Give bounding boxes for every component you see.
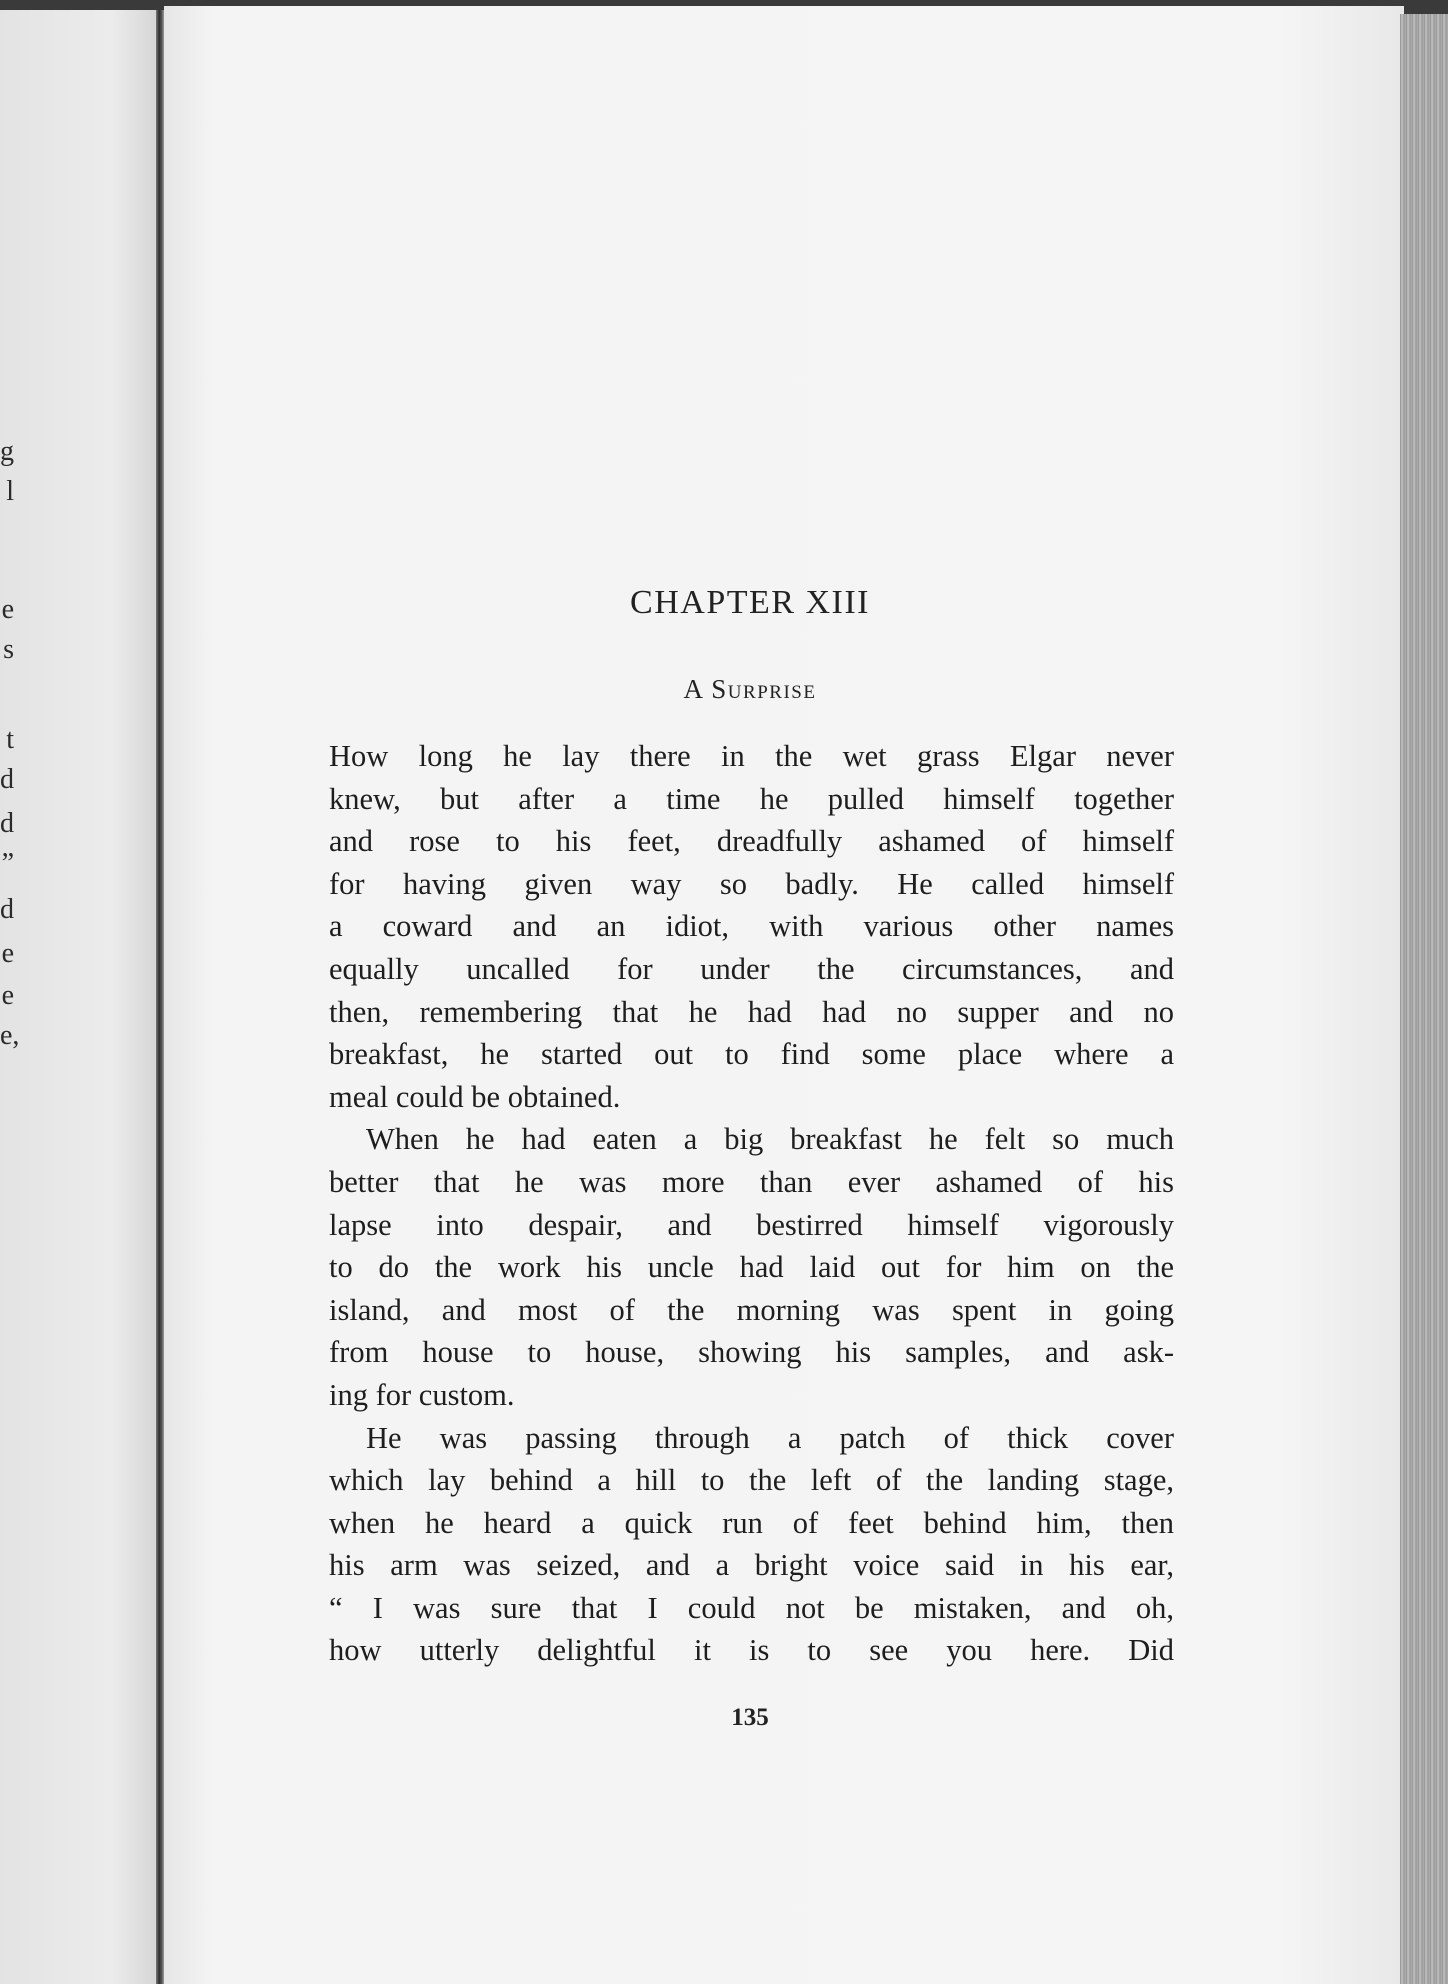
left-fragment: s — [3, 634, 14, 665]
text-line: when he heard a quick run of feet behind him, then — [329, 1505, 1174, 1540]
section-heading: A Surprise — [683, 674, 817, 704]
text-line: He was passing through a patch of thick cover — [366, 1420, 1174, 1455]
text-line: “ I was sure that I could not be mistaken, and oh, — [329, 1590, 1174, 1625]
chapter-body-text — [329, 735, 1174, 1672]
left-fragment: e — [1, 938, 14, 969]
text-line: his arm was seized, and a bright voice said in his ear, — [329, 1548, 1174, 1583]
text-line: When he had eaten a big breakfast he felt so much — [366, 1122, 1174, 1157]
page-number: 135 — [731, 1704, 769, 1731]
left-page-text-fragments — [0, 0, 20, 1984]
paragraph-3 — [329, 1417, 1174, 1673]
text-line: to do the work his uncle had laid out for him on the — [329, 1250, 1174, 1285]
text-line: equally uncalled for under the circumstances, and — [329, 951, 1174, 986]
left-fragment: e — [1, 594, 14, 625]
text-line: ing for custom. — [329, 1377, 515, 1412]
text-line: then, remembering that he had had no supper and no — [329, 994, 1174, 1029]
text-line: from house to house, showing his samples, and ask- — [329, 1335, 1174, 1370]
page-edge-stack — [1400, 14, 1448, 1984]
chapter-heading: CHAPTER XIII — [630, 584, 870, 621]
left-page — [0, 10, 160, 1984]
text-line: for having given way so badly. He called himself — [329, 866, 1174, 901]
text-line: breakfast, he started out to find some place where a — [329, 1037, 1174, 1072]
left-fragment: d — [0, 894, 14, 925]
text-line: and rose to his feet, dreadfully ashamed of himself — [329, 824, 1174, 859]
text-line: lapse into despair, and bestirred himself vigorously — [329, 1207, 1174, 1242]
book-gutter — [156, 10, 164, 1984]
left-fragment: d — [0, 764, 14, 795]
text-line: How long he lay there in the wet grass Elgar never — [329, 739, 1174, 773]
text-line: island, and most of the morning was spent in going — [329, 1292, 1174, 1327]
text-line: how utterly delightful it is to see you here. Did — [329, 1633, 1174, 1668]
text-line: better that he was more than ever ashamed of his — [329, 1164, 1174, 1199]
left-fragment: e — [1, 980, 14, 1011]
left-fragment: l — [6, 476, 14, 507]
left-fragment: d — [0, 808, 14, 839]
text-line: which lay behind a hill to the left of the landing stage, — [329, 1463, 1174, 1498]
text-line: meal could be obtained. — [329, 1079, 621, 1114]
paragraph-2 — [329, 1118, 1174, 1416]
paragraph-1 — [329, 735, 1174, 1118]
left-fragment: g — [0, 436, 14, 467]
left-fragment: t — [6, 724, 14, 755]
text-line: knew, but after a time he pulled himself together — [329, 781, 1174, 816]
left-fragment: ” — [1, 848, 14, 879]
text-line: a coward and an idiot, with various other names — [329, 909, 1174, 944]
left-fragment: e, — [0, 1020, 20, 1051]
